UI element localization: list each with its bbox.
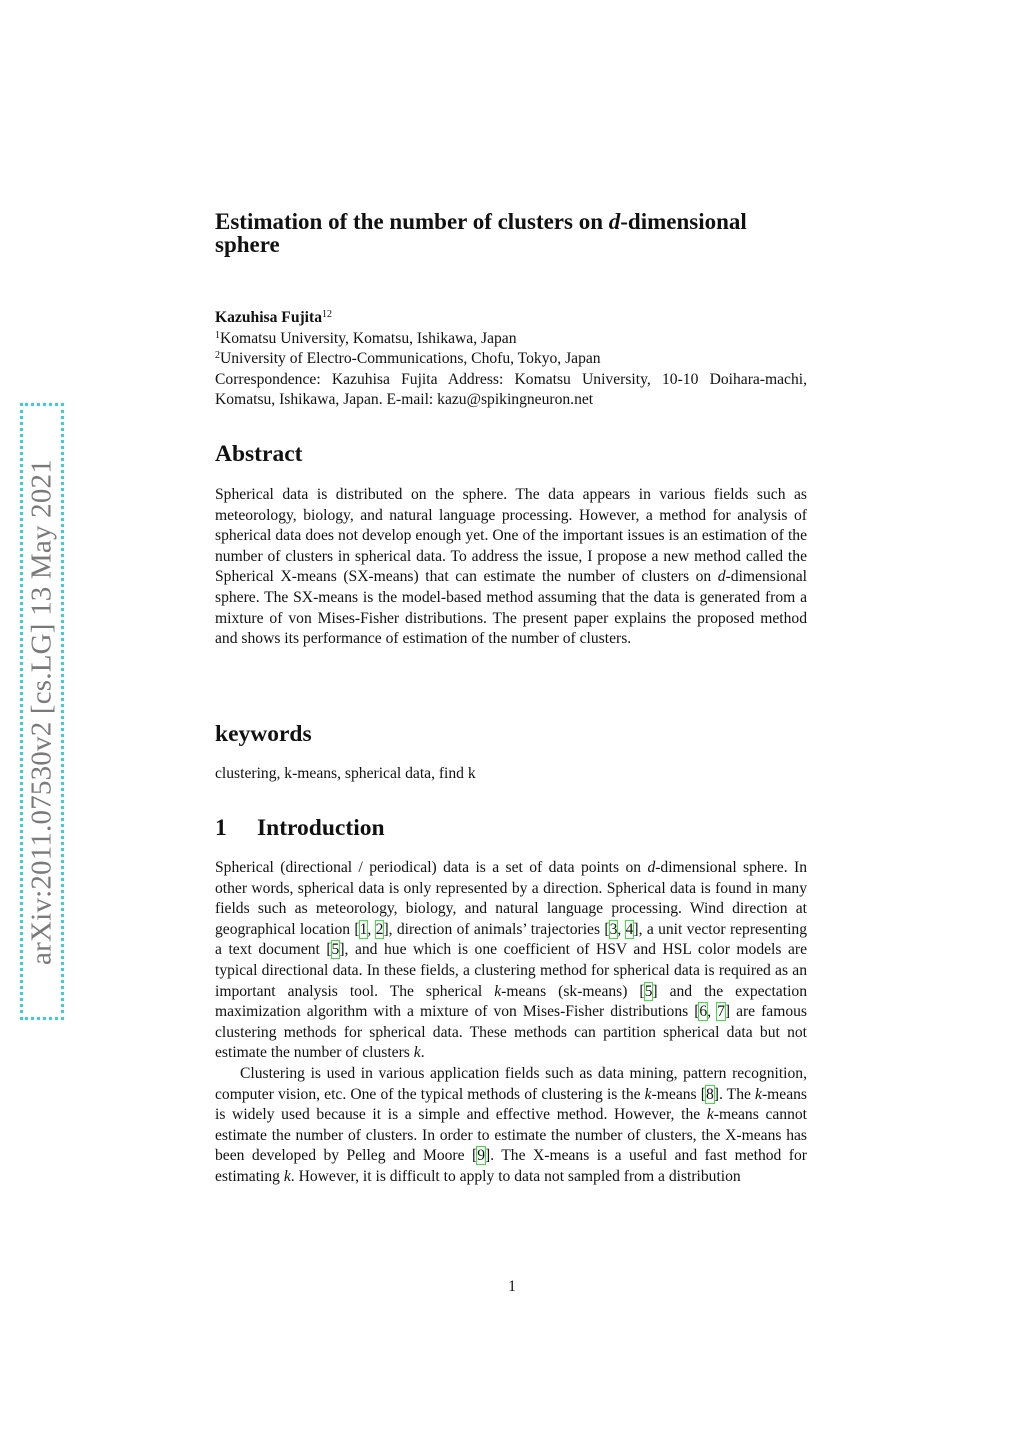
intro-paragraph-1: Spherical (directional / periodical) data is a set of data points on d-dimensional sphere. In other words, spherical data is only represented by a direction. Spherical data is found in many fields such as meteorology, biology, and natural language processing. Wind direction at geographical location [1, 2], direction of animals’ trajectories [3, 4], a unit vector representing a text document [5], and hue which is one coefficient of HSV and HSL color models are typical directional data. In these fields, a clustering method for spherical data is required as an important analysis tool. The spherical k-means (sk-means) [5] and the expectation maximization algorithm with a mixture of von Mises-Fisher distributions [6, 7] are famous clustering methods for spherical data. These methods can partition spherical data but not estimate the number of clusters k.: [215, 859, 808, 1062]
paper-title: Estimation of the number of clusters on d-dimensional sphere: [215, 209, 747, 257]
citation-link[interactable]: 5: [644, 982, 653, 1000]
abstract-text: Spherical data is distributed on the sphere. The data appears in various fields such as meteorology, biology, and natural language processing. However, a method for analysis of spherical data does not develop enough yet. One of the important issues is an estimation of the number of clusters in spherical data. To address the issue, I propose a new method called the Spherical X-means (SX-means) that can estimate the number of clusters on d-dimensional sphere. The SX-means is the model-based method assuming that the data is generated from a mixture of von Mises-Fisher distributions. The present paper explains the proposed method and shows its performance of estimation of the number of clusters.: [215, 486, 807, 648]
author-name-line: [215, 308, 807, 329]
arxiv-identifier-stamp: [20, 403, 64, 1020]
affiliation-1: $^1$Komatsu University, Komatsu, Ishikawa, Japan: [215, 329, 517, 347]
citation-link[interactable]: 2: [375, 920, 384, 938]
citation-link[interactable]: 6: [699, 1003, 708, 1021]
author-name: Kazuhisa Fujita: [215, 309, 323, 326]
arxiv-id-text: arXiv:2011.07530v2 [cs.LG] 13 May 2021: [25, 458, 58, 965]
citation-link[interactable]: 4: [625, 920, 634, 938]
title-math-d: d: [608, 209, 621, 234]
citation-link[interactable]: 9: [477, 1147, 485, 1165]
section-title: Introduction: [257, 815, 385, 841]
section-number: 1: [215, 815, 227, 841]
citation-link[interactable]: 1: [359, 920, 368, 938]
citation-link[interactable]: 7: [717, 1003, 725, 1021]
author-block: [215, 308, 807, 411]
intro-paragraph-2: Clustering is used in various application fields such as data mining, pattern recognition, computer vision, etc. One of the typical methods of clustering is the k-means [8]. The k-means is widely used because it is a simple and effective method. However, the k-means cannot estimate the number of clusters. In order to estimate the number of clusters, the X-means has been developed by Pelleg and Moore [9]. The X-means is a useful and fast method for estimating k. However, it is difficult to apply to data not sampled from a distribution: [215, 1064, 808, 1185]
affiliation-2: $^2$University of Electro-Communications, Chofu, Tokyo, Japan: [215, 350, 601, 368]
citation-link[interactable]: 5: [331, 941, 340, 959]
correspondence: Correspondence: Kazuhisa Fujita Address: Komatsu University, 10-10 Doihara-machi, Komatsu, Ishikawa, Japan. E-mail: kazu@spikingneuron.net: [215, 370, 807, 409]
introduction-heading: [215, 814, 807, 842]
keywords-heading: keywords: [215, 721, 312, 747]
abstract-heading: Abstract: [215, 441, 303, 467]
abstract-math-d: d: [717, 568, 726, 586]
page-number: 1: [508, 1278, 516, 1295]
citation-link[interactable]: 3: [609, 920, 618, 938]
author-superscripts: 12: [322, 309, 333, 320]
introduction-body: [215, 858, 807, 1188]
citation-link[interactable]: 8: [705, 1085, 714, 1103]
keywords-text: clustering, k-means, spherical data, find k: [215, 765, 476, 782]
